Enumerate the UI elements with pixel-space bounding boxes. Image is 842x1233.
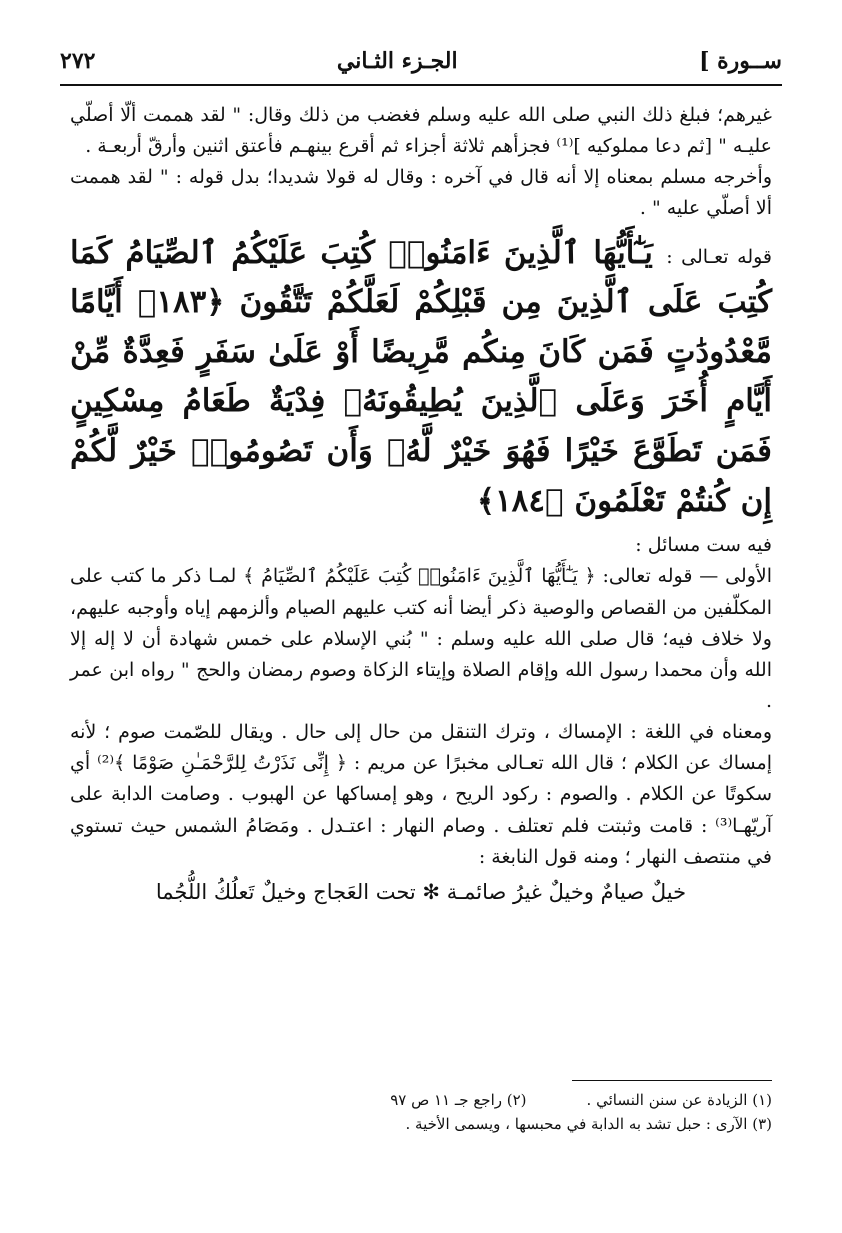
footnote-2: (٢) راجع جـ ١١ ص ٩٧ [390, 1091, 527, 1109]
page-header [60, 38, 782, 84]
sura-label: [ ســورة [699, 48, 782, 74]
footnotes [70, 1088, 772, 1136]
verse-intro: قوله تعـالى : [666, 245, 773, 268]
issues-intro: فيه ست مسائل : [635, 534, 772, 557]
running-title: الجـزء الثـاني [336, 48, 458, 74]
page-number: ٢٧٢ [60, 48, 96, 74]
intro-paragraph-2: وأخرجه مسلم بمعناه إلا أنه قال في آخره : وقال له قولا شديدا؛ بدل قوله : " لقد هممت ألا أصلّي عليه " . [70, 166, 772, 220]
paragraph-first-issue: الأولى — قوله تعالى: ﴿ يَـٰٓأَيُّهَا ٱلَّذِينَ ءَامَنُوا۟ كُتِبَ عَلَيْكُمُ ٱلصِّيَامُ ﴾ لمـا ذكر ما كتب على المكلّفين من القصاص والوصية ذكر أيضا أنه كتب عليهم الصيام وألزمهم إياه وأوجبه عليهم، ولا خلاف فيه؛ قال صلى الله عليه وسلم : " بُني الإسلام على خمس شهادة أن لا إله إلا الله وأن محمدا رسول الله وإقام الصلاة وإيتاء الزكاة وصوم رمضان والحج " رواه ابن عمر . [70, 565, 772, 712]
main-text [70, 100, 772, 909]
verse-text: يَـٰٓأَيُّهَا ٱلَّذِينَ ءَامَنُوا۟ كُتِبَ عَلَيْكُمُ ٱلصِّيَامُ كَمَا كُتِبَ عَلَى ٱلَّذِينَ مِن قَبْلِكُمْ لَعَلَّكُمْ تَتَّقُونَ ﴿١٨٣﴾ أَيَّامًا مَّعْدُودَٰتٍ فَمَن كَانَ مِنكُم مَّرِيضًا أَوْ عَلَىٰ سَفَرٍ فَعِدَّةٌ مِّنْ أَيَّامٍ أُخَرَ وَعَلَى ٱلَّذِينَ يُطِيقُونَهُۥ فِدْيَةٌ طَعَامُ مِسْكِينٍ فَمَن تَطَوَّعَ خَيْرًا فَهُوَ خَيْرٌ لَّهُۥ وَأَن تَصُومُوا۟ خَيْرٌ لَّكُمْ إِن كُنتُمْ تَعْلَمُونَ ﴿١٨٤﴾ [70, 234, 772, 519]
footnote-3: (٣) الآرى : حبل تشد به الدابة في محبسها ، ويسمى الأخية . [405, 1115, 772, 1133]
intro-paragraph-1: غيرهم؛ فبلغ ذلك النبي صلى الله عليه وسلم فغضب من ذلك وقال: " لقد هممت ألّا أصلّي عليـه " [ثم دعا مملوكيه ]⁽¹⁾ فجزأهم ثلاثة أجزاء ثم أقرع بينهـم فأعتق اثنين وأرقّ أربعـة . [70, 104, 772, 158]
footnote-row [70, 1088, 772, 1112]
poem-verse: خيلٌ صيامٌ وخيلٌ غيرُ صائمـة ✻ تحت العَجاج وخيلٌ تَعلُكُ اللُّجُما [155, 879, 687, 904]
quran-verse [70, 229, 772, 527]
header-rule [60, 84, 782, 86]
footnote-rule [572, 1080, 772, 1081]
paragraph-meaning: ومعناه في اللغة : الإمساك ، وترك التنقل من حال إلى حال . ويقال للصّمت صوم ؛ لأنه إمساك عن الكلام ؛ قال الله تعـالى مخبرًا عن مريم : ﴿ إِنِّى نَذَرْتُ لِلرَّحْمَـٰنِ صَوْمًا ﴾⁽²⁾ أي سكوتًا عن الكلام . والصوم : ركود الريح ، وهو إمساكها عن الهبوب . وصامت الدابة على آريّهـا⁽³⁾ : قامت وثبتت فلم تعتلف . وصام النهار : اعتـدل . ومَصَامُ الشمس حيث تستوي في منتصف النهار ؛ ومنه قول النابغة : [70, 721, 773, 868]
footnote-1: (١) الزيادة عن سنن النسائي . [586, 1091, 772, 1109]
